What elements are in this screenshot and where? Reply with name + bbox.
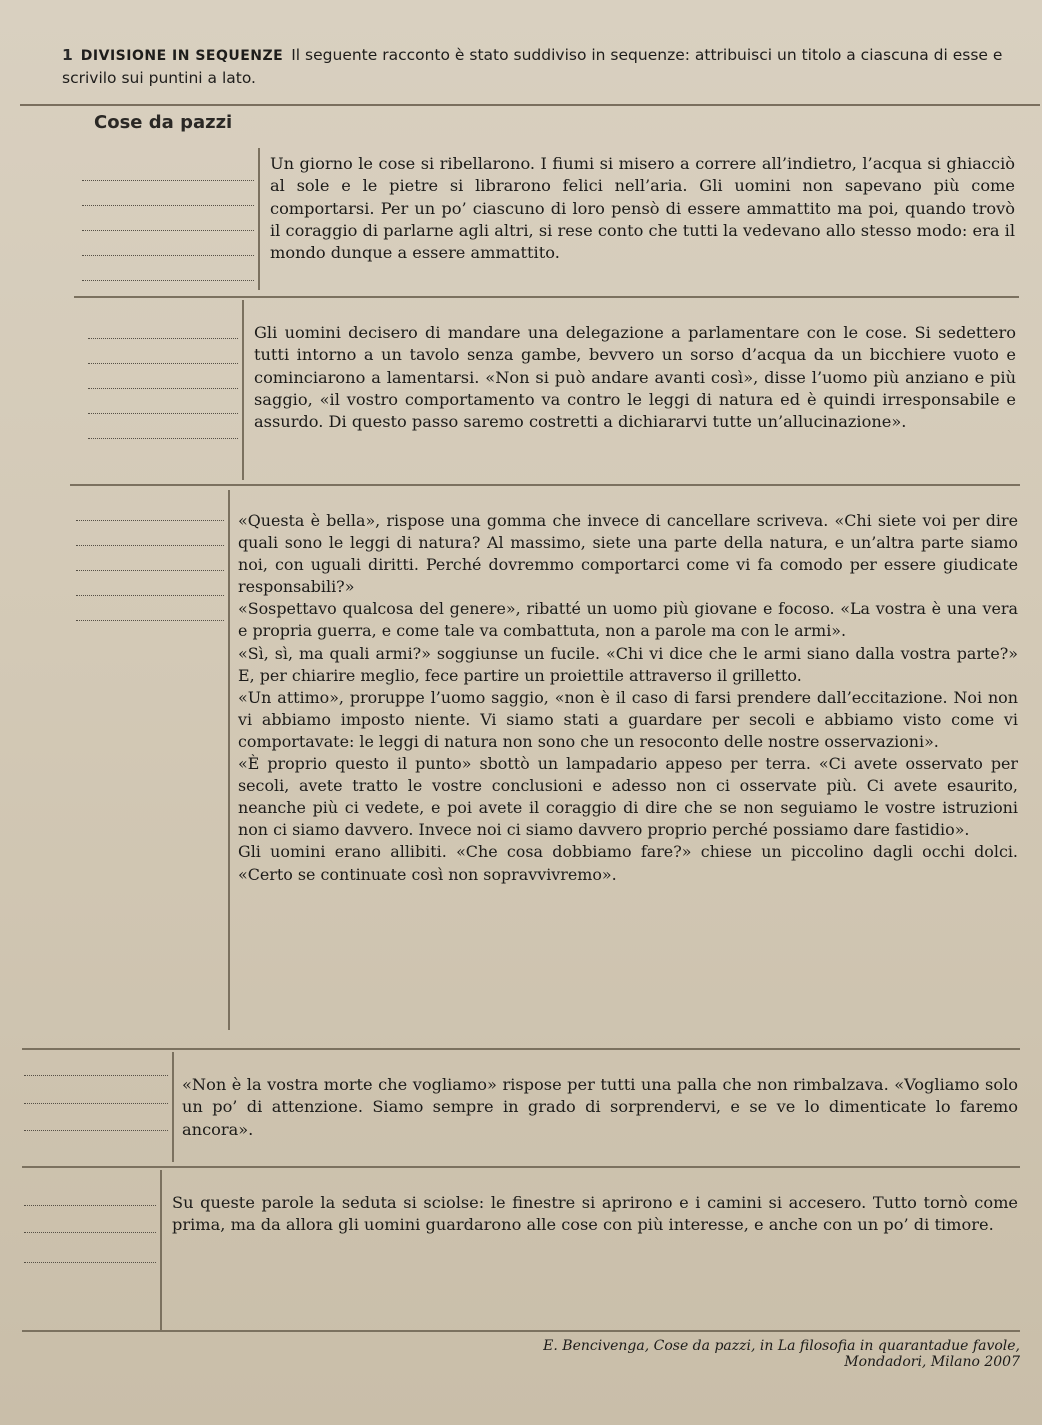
- title-line[interactable]: [76, 595, 224, 596]
- column-divider: [228, 490, 230, 1030]
- title-line[interactable]: [24, 1232, 156, 1233]
- column-divider: [172, 1052, 174, 1162]
- title-line[interactable]: [88, 363, 238, 364]
- exercise-number: 1: [62, 46, 73, 64]
- sequence-separator: [74, 296, 1019, 298]
- title-line[interactable]: [76, 520, 224, 521]
- title-line[interactable]: [82, 230, 254, 231]
- title-line[interactable]: [24, 1205, 156, 1206]
- column-divider: [258, 148, 260, 290]
- title-line[interactable]: [24, 1262, 156, 1263]
- title-line[interactable]: [82, 255, 254, 256]
- sequence-2: Gli uomini decisero di mandare una delegazione a parlamentare con le cose. Si sedettero tutti intorno a un tavolo senza gambe, bevvero un sorso d’acqua da un bicchiere vuoto e cominciarono a lamentarsi. «Non si può andare avanti così», disse l’uomo più anziano e più saggio, «il vostro comportamento va contro le leggi di natura ed è quindi irresponsabile e assurdo. Di questo passo saremo costretti a dichiararvi tutte un’allucinazione».: [254, 323, 1016, 432]
- title-line[interactable]: [76, 620, 224, 621]
- column-divider: [160, 1170, 162, 1330]
- title-line[interactable]: [82, 205, 254, 206]
- title-line[interactable]: [82, 280, 254, 281]
- title-line[interactable]: [24, 1130, 168, 1131]
- title-line[interactable]: [24, 1075, 168, 1076]
- sequence-separator: [70, 484, 1020, 486]
- source-citation: E. Bencivenga, Cose da pazzi, in La filosofia in quarantadue favole, Mondadori, Milano 2007: [543, 1338, 1020, 1370]
- story-title: Cose da pazzi: [94, 112, 233, 133]
- sequence-1: Un giorno le cose si ribellarono. I fiumi si misero a correre all’indietro, l’acqua si ghiacciò al sole e le pietre si librarono felici nell’aria. Gli uomini non sapevano più come comportarsi. Per un po’ ciascuno di loro pensò di essere ammattito ma poi, quando trovò il coraggio di parlarne agli altri, si rese conto che tutti la vedevano allo stesso modo: era il mondo dunque a essere ammattito.: [270, 154, 1015, 263]
- sequence-3: «Questa è bella», rispose una gomma che invece di cancellare scriveva. «Chi siete voi per dire quali sono le leggi di natura? Al massimo, siete una parte della natura, e un’altra parte siamo noi, con uguali diritti. Perché dovremmo comportarci come vi fa comodo per essere giudicate responsabili?» «Sospettavo qualcosa del genere», ribatté un uomo più giovane e focoso. «La vostra è una vera e propria guerra, e come tale va combattuta, non a parole ma con le armi». «Sì, sì, ma quali armi?» soggiunse un fucile. «Chi vi dice che le armi siano dalla vostra parte?» E, per chiarire meglio, fece partire un proiettile attraverso il grilletto. «Un attimo», proruppe l’uomo saggio, «non è il caso di farsi prendere dall’eccitazione. Noi non vi abbiamo imposto niente. Vi siamo stati a guardare per secoli e abbiamo visto come vi comportavate: le leggi di natura non sono che un resoconto delle nostre osservazioni». «È proprio questo il punto» sbottò un lampadario appeso per terra. «Ci avete osservato per secoli, avete tratto le vostre conclusioni e adesso non ci osservate più. Ci avete esaurito, neanche più ci vedete, e poi avete il coraggio di dire che se non seguiamo le vostre istruzioni non ci siamo davvero. Invece noi ci siamo davvero proprio perché possiamo dare fastidio». Gli uomini erano allibiti. «Che cosa dobbiamo fare?» chiese un piccolino dagli occhi dolci. «Certo se continuate così non sopravvivremo».: [238, 511, 1018, 884]
- exercise-heading: DIVISIONE IN SEQUENZE: [80, 48, 284, 64]
- title-line[interactable]: [88, 338, 238, 339]
- sequence-separator: [22, 1048, 1020, 1050]
- sequence-5: Su queste parole la seduta si sciolse: le finestre si aprirono e i camini si accesero. Tutto tornò come prima, ma da allora gli uomini guardarono alle cose con più interesse, e anche con un po’ di timore.: [172, 1193, 1018, 1235]
- box-bottom-line: [22, 1330, 1020, 1332]
- title-line[interactable]: [24, 1103, 168, 1104]
- title-line[interactable]: [88, 388, 238, 389]
- sequence-4: «Non è la vostra morte che vogliamo» rispose per tutti una palla che non rimbalzava. «Vogliamo solo un po’ di attenzione. Siamo sempre in grado di sorprendervi, e se ve lo dimenticate lo faremo ancora».: [182, 1075, 1018, 1139]
- title-line[interactable]: [76, 570, 224, 571]
- exercise-instruction: [62, 44, 1022, 89]
- sequence-separator: [22, 1166, 1020, 1168]
- exercise-text: Il seguente racconto è stato suddiviso in sequenze: attribuisci un titolo a ciascuna di esse e scrivilo sui puntini a lato.: [62, 46, 1003, 87]
- title-line[interactable]: [82, 180, 254, 181]
- title-line[interactable]: [76, 545, 224, 546]
- title-line[interactable]: [88, 438, 238, 439]
- title-line[interactable]: [88, 413, 238, 414]
- column-divider: [242, 300, 244, 480]
